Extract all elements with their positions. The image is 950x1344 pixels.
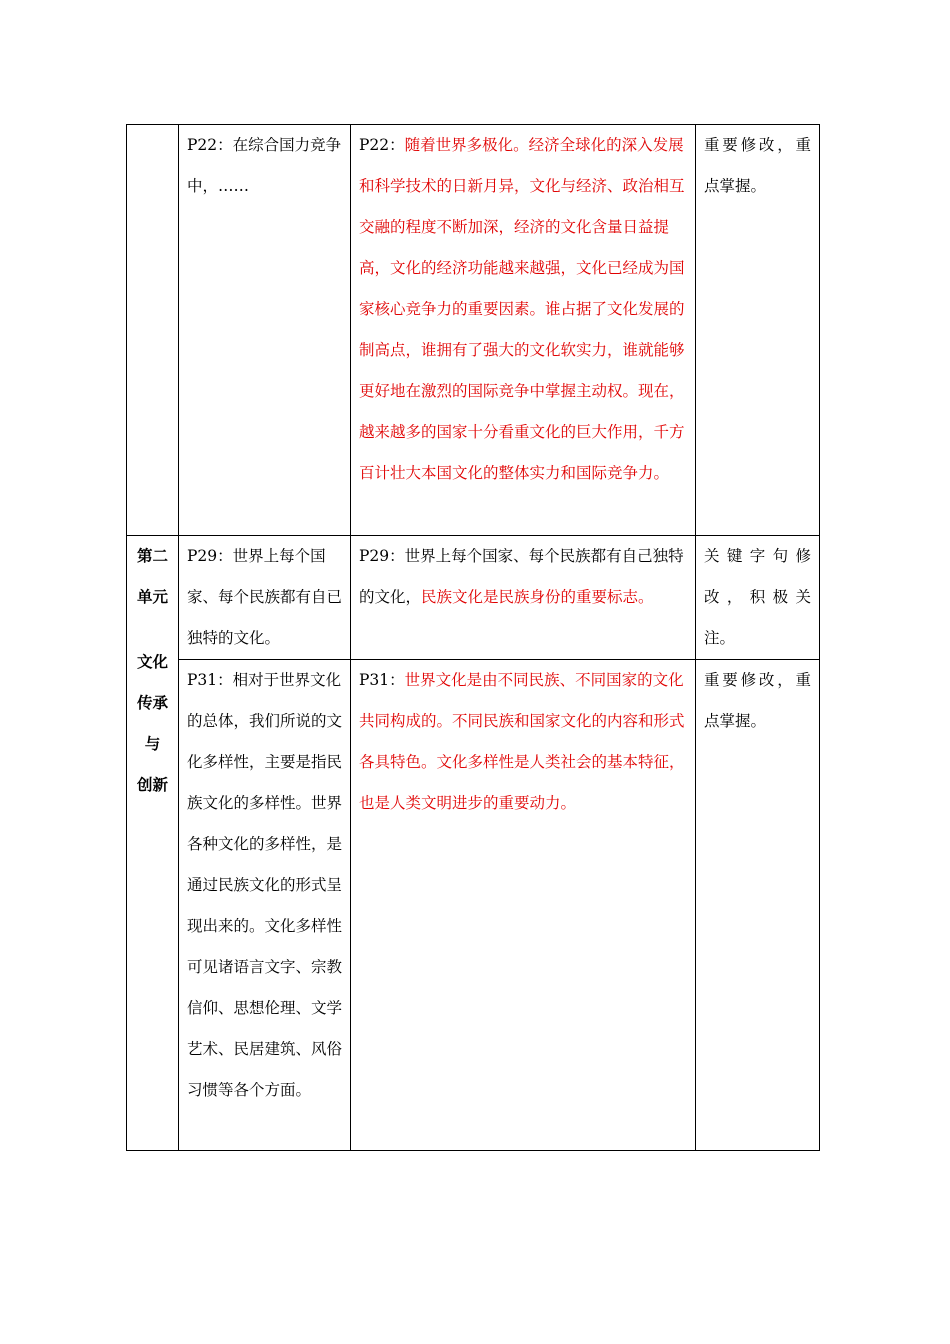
unit-label-line: 与: [144, 735, 161, 753]
new-text-cell: [351, 660, 696, 1151]
new-text-prefix: P31：: [359, 671, 405, 689]
old-text-cell: P22：在综合国力竞争中，……: [179, 125, 351, 536]
unit-label-line: 单元: [136, 588, 168, 606]
old-text-cell: P31：相对于世界文化的总体，我们所说的文化多样性，主要是指民族文化的多样性。世界各种文化的多样性，是通过民族文化的形式呈现出来的。文化多样性可见诸语言文字、宗教信仰、思想伦理、文学艺术、民居建筑、风俗习惯等各个方面。: [179, 660, 351, 1151]
note-cell: 关键字句修改，积极关注。: [696, 536, 820, 660]
new-text-cell: [351, 125, 696, 536]
new-text-highlight: 世界文化是由不同民族、不同国家的文化共同构成的。不同民族和国家文化的内容和形式各具特色。文化多样性是人类社会的基本特征，也是人类文明进步的重要动力。: [359, 671, 685, 812]
note-cell: 重要修改，重点掌握。: [696, 125, 820, 536]
table-row: [127, 660, 820, 1151]
unit-label-line: 文化: [136, 653, 168, 671]
unit-cell-empty: [127, 125, 179, 536]
new-text-prefix: P22：: [359, 136, 405, 154]
note-cell: 重要修改，重点掌握。: [696, 660, 820, 1151]
unit-label-line: 第二: [136, 547, 168, 565]
table-row: [127, 125, 820, 536]
unit-label-cell: [127, 536, 179, 1151]
unit-label-line: 传承: [136, 694, 168, 712]
unit-label-line: 创新: [136, 776, 168, 794]
new-text-highlight: 随着世界多极化。经济全球化的深入发展和科学技术的日新月异，文化与经济、政治相互交融的程度不断加深，经济的文化含量日益提高，文化的经济功能越来越强，文化已经成为国家核心竞争力的重要因素。谁占据了文化发展的制高点，谁拥有了强大的文化软实力，谁就能够更好地在激烈的国际竞争中掌握主动权。现在，越来越多的国家十分看重文化的巨大作用，千方百计壮大本国文化的整体实力和国际竞争力。: [359, 136, 685, 482]
comparison-table: [126, 124, 820, 1151]
new-text-cell: [351, 536, 696, 660]
table-row: [127, 536, 820, 660]
new-text-prefix: P29：世界上每个国家、每个民族都有自己独特的文化，: [359, 547, 684, 606]
new-text-highlight: 民族文化是民族身份的重要标志。: [421, 588, 654, 606]
old-text-cell: P29：世界上每个国家、每个民族都有自已独特的文化。: [179, 536, 351, 660]
